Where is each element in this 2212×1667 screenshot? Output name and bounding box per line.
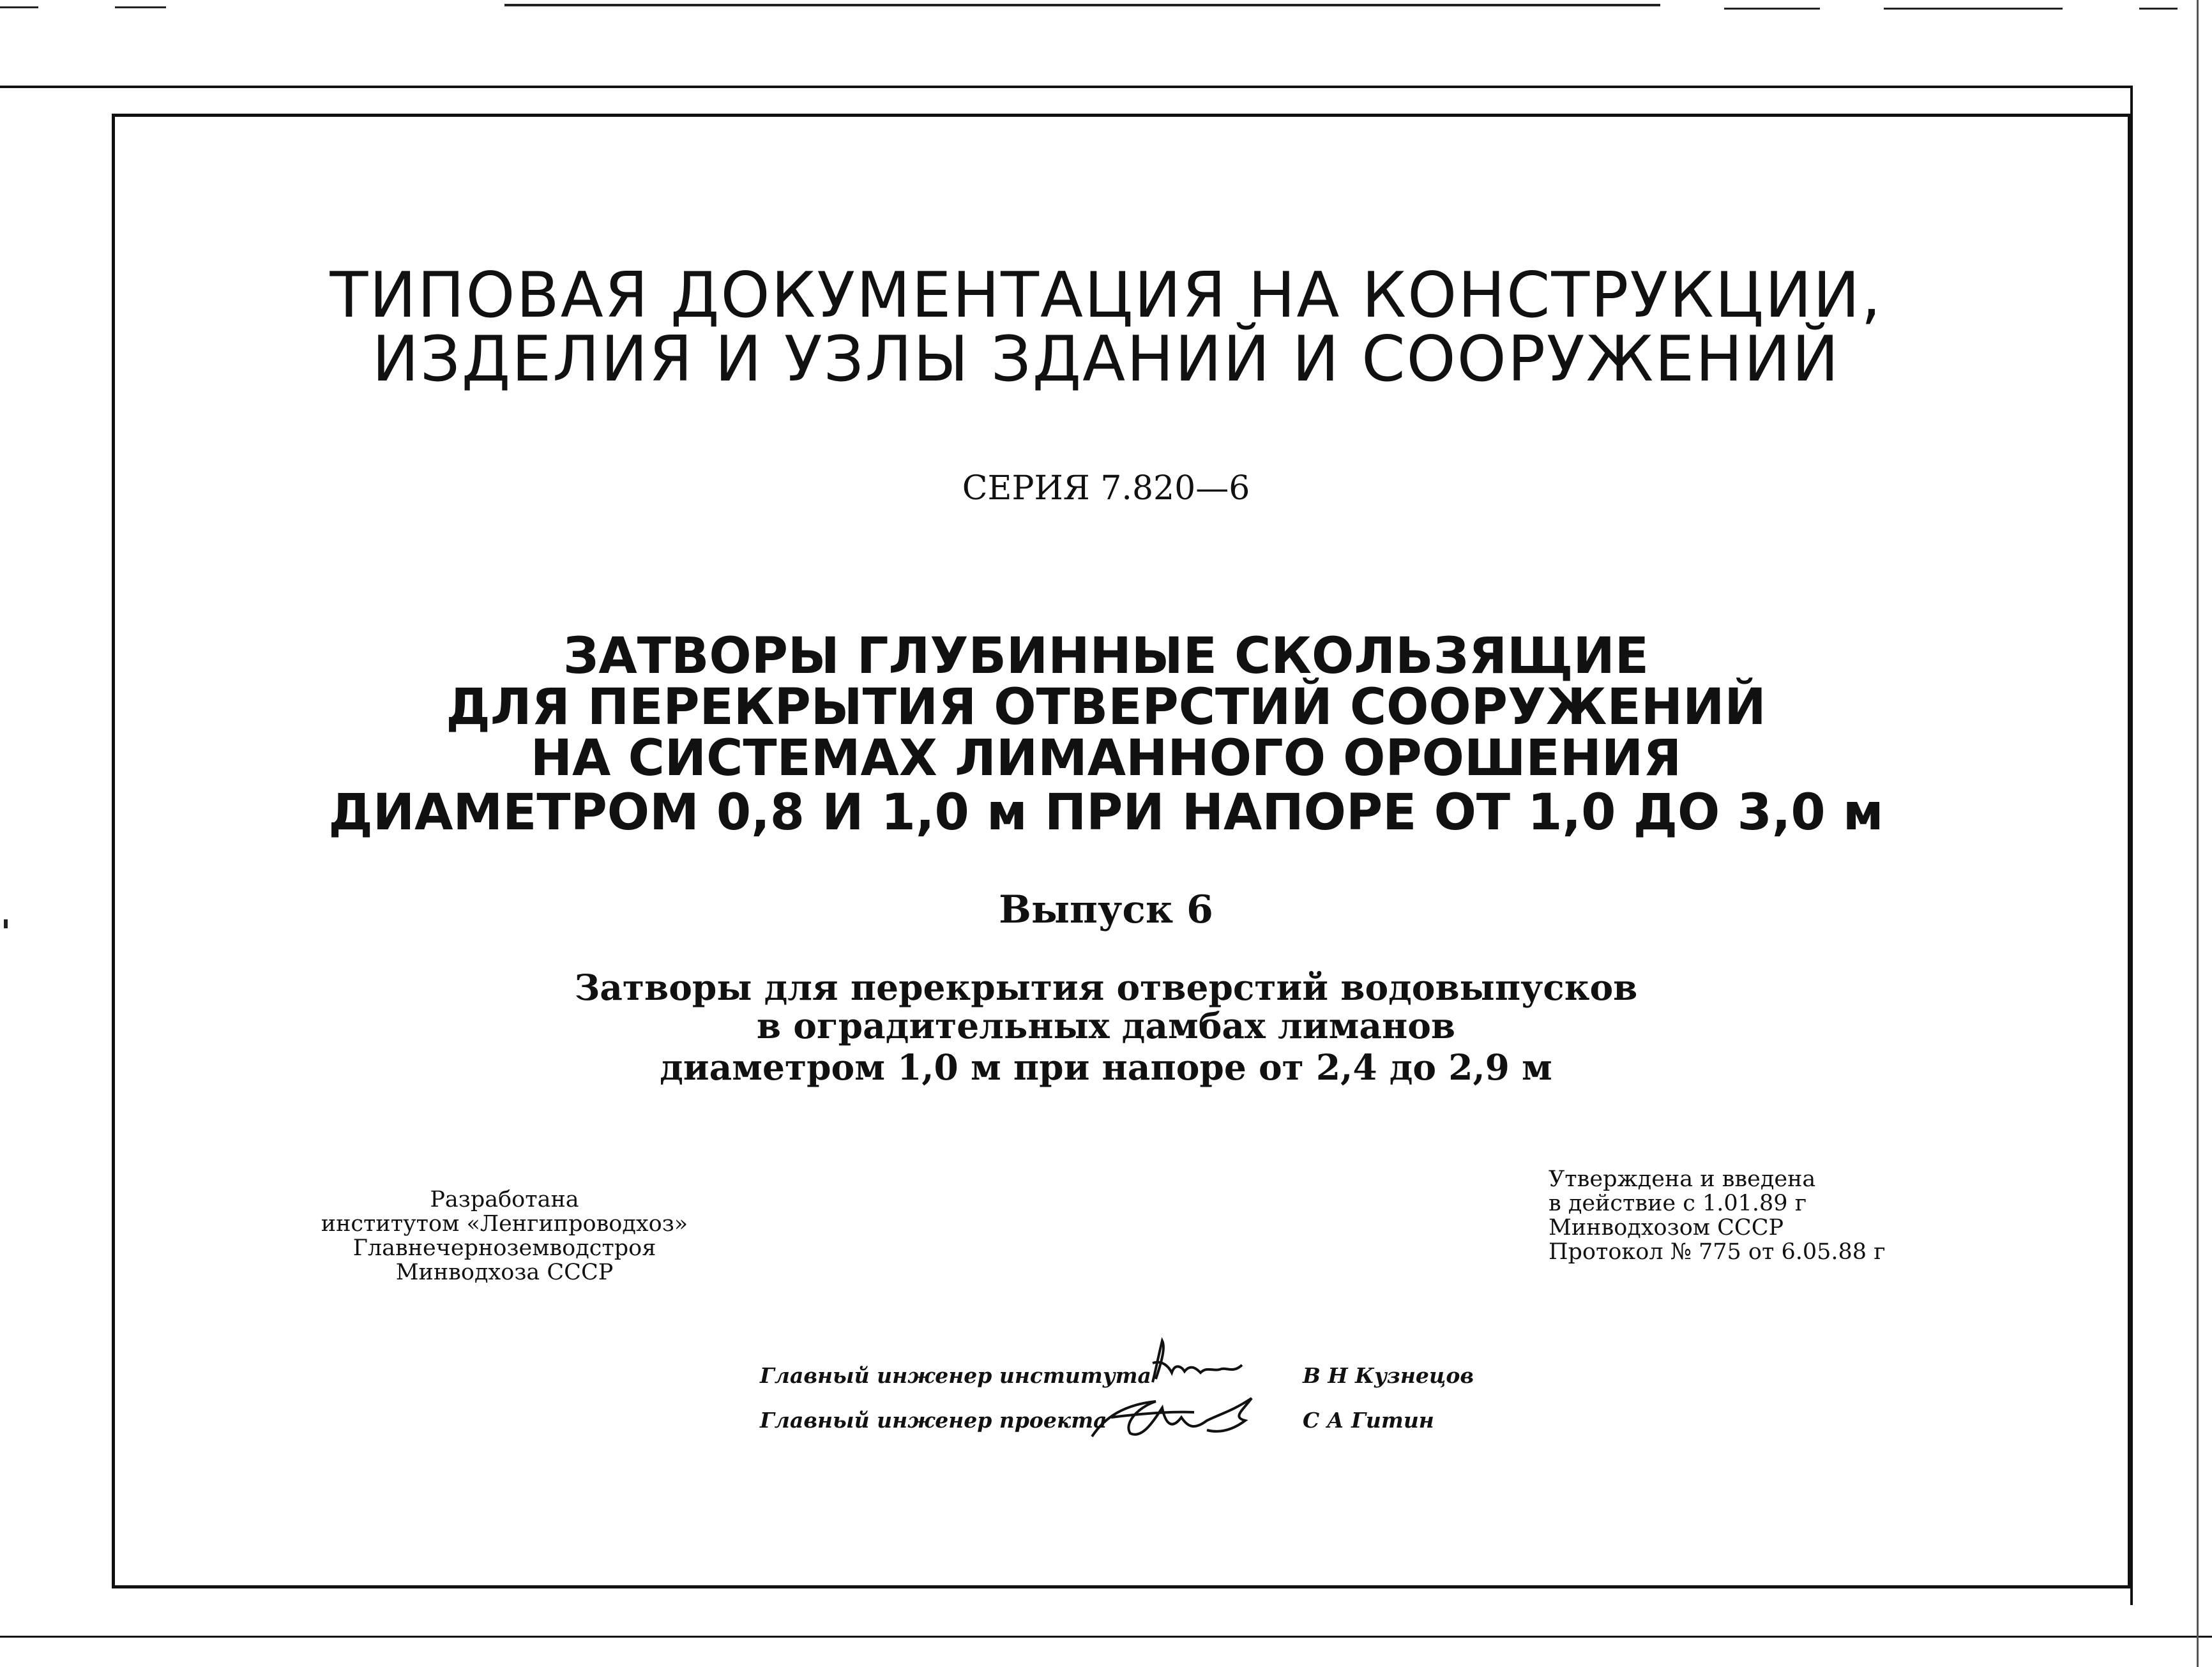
signature-role-1: Главный инженер института [760,1363,1151,1388]
signature-role-2: Главный инженер проекта [760,1408,1107,1433]
signature-name-1: В Н Кузнецов [1303,1363,1474,1388]
gate-title-line-3: НА СИСТЕМАХ ЛИМАННОГО ОРОШЕНИЯ [530,730,1682,787]
top-edge-dash [1724,8,1820,10]
approval-line-3: Минводхозом СССР [1549,1215,1784,1241]
signature-handwriting-2 [1086,1379,1264,1449]
gate-title-line-4: ДИАМЕТРОМ 0,8 И 1,0 м ПРИ НАПОРЕ ОТ 1,0 ДО 3,0 м [328,784,1884,841]
top-edge-dash [504,4,1660,6]
issue-subtitle-line-1: Затворы для перекрытия отверстий водовыпусков [574,967,1638,1008]
top-edge-dash [0,6,38,8]
top-edge-dash [115,6,166,8]
approval-line-2: в действие с 1.01.89 г [1549,1191,1807,1216]
issue-label: Выпуск 6 [999,887,1213,932]
developer-block [313,1188,696,1285]
top-edge-dash [2139,8,2178,10]
developer-line-3: Главнечерноземводстроя [352,1235,656,1261]
approval-line-1: Утверждена и введена [1549,1166,1816,1192]
developer-line-2: институтом «Ленгипроводхоз» [321,1211,688,1237]
series-number: СЕРИЯ 7.820—6 [962,469,1250,508]
approval-block [1549,1167,1886,1264]
developer-line-1: Разработана [430,1187,579,1212]
top-edge-dash [1884,8,2063,10]
issue-subtitle-line-2: в оградительных дамбах лиманов [756,1005,1456,1046]
issue-subtitle-line-3: диаметром 1,0 м при напоре от 2,4 до 2,9 м [660,1046,1552,1088]
signature-name-2: С А Гитин [1303,1408,1434,1433]
outer-trim-top [0,86,2133,88]
developer-line-4: Минводхоза СССР [395,1260,614,1285]
gate-title-line-2: ДЛЯ ПЕРЕКРЫТИЯ ОТВЕРСТИЙ СООРУЖЕНИЙ [446,679,1766,736]
outer-trim-bottom [0,1636,2212,1638]
main-title-line-1: ТИПОВАЯ ДОКУМЕНТАЦИЯ НА КОНСТРУКЦИИ, [330,259,1882,332]
approval-line-4: Протокол № 775 от 6.05.88 г [1549,1239,1886,1265]
gate-title-line-1: ЗАТВОРЫ ГЛУБИННЫЕ СКОЛЬЗЯЩИЕ [563,628,1649,685]
main-title-line-2: ИЗДЕЛИЯ И УЗЛЫ ЗДАНИЙ И СООРУЖЕНИЙ [372,323,1840,396]
